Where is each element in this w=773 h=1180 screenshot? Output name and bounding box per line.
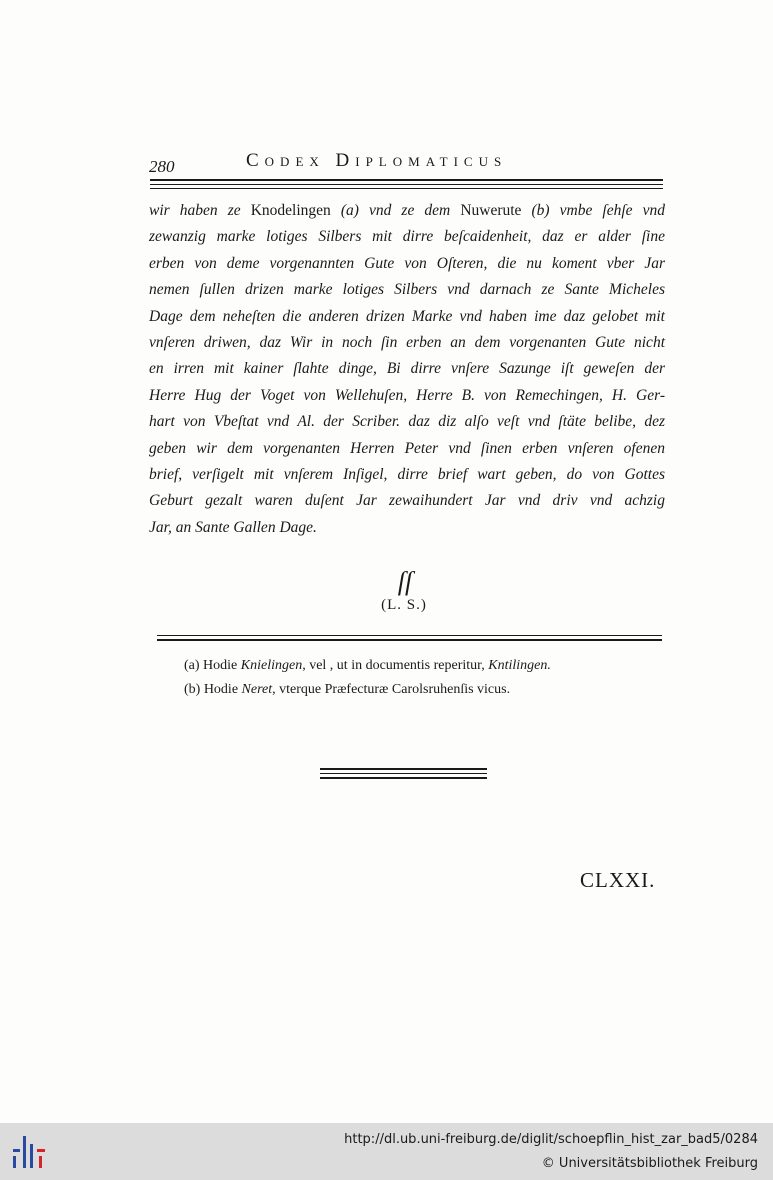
text-segment: geben wir dem vorgenanten Herren Peter vnd ſinen erben vnſeren ofenen: [149, 439, 665, 457]
text-line: [149, 251, 665, 277]
text-segment: vnſeren driwen, daz Wir in noch ſin erben an dem vorgenanten Gute nicht: [149, 334, 665, 352]
charter-text: [149, 198, 665, 541]
seal-label: (L. S.): [381, 597, 427, 613]
page-number: 280: [149, 157, 175, 176]
text-segment: Geburt gezalt waren duſent Jar zewaihundert Jar vnd driv vnd achzig: [149, 492, 665, 510]
text-segment: nemen ſullen drizen marke lotiges Silbers vnd darnach ze Sante Micheles: [149, 281, 665, 299]
footnote: [184, 678, 634, 702]
footnote: [184, 654, 634, 678]
text-line: [149, 409, 665, 435]
text-line: [149, 436, 665, 462]
footnote-rule: [157, 635, 662, 636]
text-line: [149, 488, 665, 514]
text-segment: brief, verſigelt mit vnſerem Inſigel, dirre brief wart geben, do von Gottes: [149, 466, 665, 484]
footnote-rule: [157, 639, 662, 641]
seal-mark: ſſ: [397, 567, 413, 596]
text-line: [149, 383, 665, 409]
viewer-footer: [0, 1123, 773, 1180]
copyright-notice: © Universitätsbibliothek Freiburg: [541, 1156, 758, 1171]
document-url-link[interactable]: http://dl.ub.uni-freiburg.de/diglit/schoepflin_hist_zar_bad5/0284: [344, 1132, 758, 1147]
text-segment: Jar, an Sante Gallen Dage.: [149, 518, 317, 536]
header-rule: [150, 179, 663, 181]
text-segment: Knodelingen: [250, 202, 331, 219]
footnote-segment: (a) Hodie: [184, 658, 241, 673]
header-rule: [150, 188, 663, 189]
text-segment: (b) vmbe ſehſe vnd: [521, 202, 665, 219]
text-line: [149, 330, 665, 356]
section-end-rule: [320, 773, 487, 774]
footnote-segment: Kntilingen.: [488, 658, 551, 673]
text-segment: erben von deme vorgenannten Gute von Oſteren, die nu koment vber Jar: [149, 254, 665, 272]
text-line: [149, 304, 665, 330]
text-segment: Dage dem neheſten die anderen drizen Marke vnd haben ime daz gelobet mit: [149, 307, 665, 325]
text-segment: Herre Hug der Voget von Wellehuſen, Herre B. von Remechingen, H. Ger-: [149, 386, 665, 404]
text-segment: Nuwerute: [460, 202, 522, 219]
text-segment: (a) vnd ze dem: [330, 202, 461, 219]
running-head: Codex Diplomaticus: [246, 150, 508, 171]
text-line: [149, 515, 665, 541]
next-document-number: CLXXI.: [580, 868, 656, 892]
ub-freiburg-logo-icon[interactable]: [10, 1132, 50, 1172]
text-line: [149, 198, 665, 224]
footnote-segment: , vel , ut in documentis reperitur,: [302, 658, 489, 673]
footnotes: [184, 654, 634, 702]
header-rule: [150, 184, 663, 185]
footnote-segment: (b) Hodie: [184, 682, 242, 697]
text-line: [149, 462, 665, 488]
text-segment: wir haben ze: [149, 202, 251, 219]
text-segment: zewanzig marke lotiges Silbers mit dirre beſcaidenheit, daz er alder ſine: [149, 228, 665, 246]
footnote-segment: Neret: [241, 682, 273, 697]
footnote-segment: Knielingen: [240, 658, 303, 673]
text-segment: hart von Vbeſtat vnd Al. der Scriber. daz diz alſo veſt vnd ſtäte belibe, dez: [149, 413, 665, 431]
text-line: [149, 356, 665, 382]
section-end-rule: [320, 768, 487, 770]
section-end-rule: [320, 777, 487, 779]
text-line: [149, 277, 665, 303]
text-segment: en irren mit kainer ſlahte dinge, Bi dirre vnſere Sazunge iſt geweſen der: [149, 360, 665, 378]
text-line: [149, 224, 665, 250]
footnote-segment: , vterque Præfecturæ Carolsruhenſis vicus.: [272, 682, 511, 697]
